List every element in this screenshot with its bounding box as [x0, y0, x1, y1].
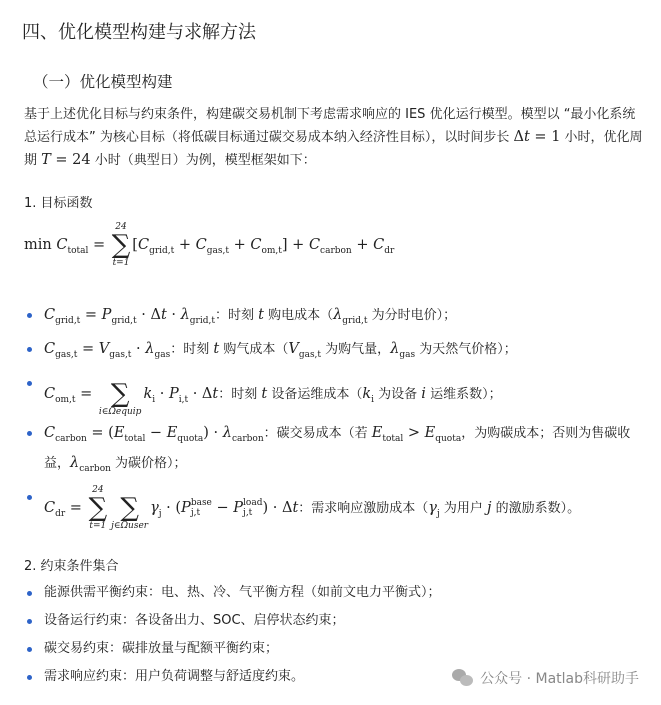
- text: 为天然气价格）；: [415, 341, 517, 357]
- math-variable: E: [371, 424, 383, 441]
- constraint-item: 碳交易约束：碳排放量与配额平衡约束；: [24, 637, 644, 661]
- math-text: =: [88, 237, 110, 253]
- subscript: carbon: [320, 245, 352, 256]
- text: 为分时电价）；: [367, 308, 457, 323]
- sum-upper: 24: [92, 484, 104, 495]
- sum-lower: t=1: [89, 520, 107, 531]
- math-variable: C: [250, 237, 262, 253]
- constraint-item: 能源供需平衡约束：电、热、冷、气平衡方程（如前文电力平衡式）；: [24, 581, 644, 605]
- text: ，为购碳成本；否则为售碳收益，: [44, 425, 631, 471]
- text: 购气成本（: [219, 341, 289, 357]
- text: ：时刻: [214, 308, 259, 323]
- subscript: quota: [177, 433, 204, 444]
- superscript: base: [190, 497, 212, 508]
- watermark: [452, 668, 639, 688]
- cost-term-item: [24, 337, 644, 367]
- inline-math: [288, 340, 322, 360]
- math-variable: E: [113, 424, 125, 441]
- math-variable: P: [181, 499, 191, 516]
- math-variable: C: [56, 237, 68, 253]
- section-constraints-title: 2. 约束条件集合: [24, 559, 119, 574]
- math-text: >: [403, 424, 425, 441]
- math-text: ] +: [281, 237, 309, 253]
- subscript: gas,t: [298, 349, 322, 360]
- math-variable: t: [213, 340, 220, 357]
- cost-term-item: [24, 485, 644, 531]
- math-variable: P: [233, 499, 244, 516]
- text: 小时，优化周期: [24, 130, 643, 168]
- subscript: j: [158, 508, 162, 519]
- math-text: +: [174, 237, 196, 253]
- math-variable: λ: [145, 340, 155, 357]
- watermark-text: 公众号 · Matlab科研助手: [480, 671, 639, 687]
- text: 为用户: [439, 500, 488, 516]
- math-text: = 1: [529, 129, 561, 145]
- cost-terms-list: [24, 303, 644, 535]
- math-text: =: [65, 499, 87, 516]
- math-variable: E: [166, 424, 178, 441]
- subscript: om,t: [261, 245, 282, 256]
- inline-math: [390, 340, 416, 360]
- math-text: =: [80, 307, 102, 323]
- math-variable: k: [143, 385, 153, 402]
- subscript: grid,t: [55, 315, 81, 326]
- sum-sign: ∑: [111, 230, 131, 260]
- math-text: ) · Δ: [262, 499, 293, 516]
- text: 购电成本（: [263, 308, 334, 323]
- subscript: total: [67, 245, 89, 256]
- constraint-item: 设备运行约束：各设备出力、SOC、启停状态约束；: [24, 609, 644, 633]
- text: 设备运维成本（: [267, 386, 363, 402]
- text: 为购气量，: [321, 341, 391, 357]
- subscript: gas: [399, 349, 416, 360]
- subscript: carbon: [55, 433, 87, 444]
- summation: [89, 485, 108, 531]
- subscript: grid,t: [189, 315, 215, 326]
- math-variable: t: [292, 499, 299, 516]
- subscript: carbon: [79, 463, 111, 474]
- math-variable: λ: [390, 340, 400, 357]
- math-variable: C: [137, 237, 150, 253]
- math-text: −: [145, 424, 167, 441]
- summation: [112, 222, 131, 268]
- math-text: +: [351, 237, 374, 253]
- math-text: · Δ: [136, 307, 161, 323]
- objective-equation: [24, 222, 394, 268]
- math-text: =: [77, 340, 99, 357]
- inline-math: [44, 378, 219, 417]
- math-text: =: [75, 385, 97, 402]
- subscript: om,t: [55, 394, 76, 405]
- text: ：碳交易成本（若: [263, 425, 372, 441]
- math-text: +: [228, 237, 251, 253]
- summation: [111, 485, 148, 531]
- inline-math: [44, 340, 171, 360]
- subscript: i: [371, 394, 375, 405]
- text: ：时刻: [218, 386, 262, 402]
- math-variable: C: [44, 424, 56, 441]
- math-text: · (: [161, 499, 182, 516]
- math-variable: λ: [222, 424, 232, 441]
- inline-math: [44, 484, 299, 531]
- math-variable: V: [98, 340, 110, 357]
- subscript: dr: [384, 245, 395, 256]
- text: 运维系数）；: [425, 386, 502, 402]
- text: 小时（典型日）为例，模型框架如下：: [90, 153, 316, 168]
- text: 为碳价格）；: [110, 455, 187, 471]
- superscript: load: [243, 497, 263, 508]
- math-variable: C: [44, 385, 56, 402]
- math-text: Δ: [513, 129, 524, 145]
- inline-math: [41, 152, 91, 168]
- math-variable: t: [261, 385, 268, 402]
- subscript: gas,t: [206, 245, 229, 256]
- subscript: j,t: [190, 507, 201, 518]
- summation: [99, 371, 142, 417]
- math-variable: P: [168, 385, 179, 402]
- sum-sign: ∑: [88, 492, 108, 523]
- math-variable: T: [41, 152, 51, 168]
- math-variable: λ: [333, 307, 343, 323]
- cost-term-item: [24, 303, 644, 333]
- math-variable: C: [195, 237, 207, 253]
- subscript: gas,t: [109, 349, 132, 360]
- math-text: −: [211, 499, 234, 516]
- math-variable: i: [421, 385, 426, 402]
- math-text: [: [132, 237, 138, 253]
- cost-term-item: [24, 421, 644, 481]
- math-variable: V: [288, 340, 299, 357]
- inline-math: [514, 129, 561, 145]
- sum-lower: j∈Ωuser: [111, 520, 149, 531]
- math-text: ·: [166, 307, 181, 323]
- sum-upper: 24: [115, 222, 127, 232]
- sum-lower: t=1: [112, 258, 130, 268]
- subscript: i: [152, 394, 156, 405]
- math-text: ·: [155, 385, 169, 402]
- math-variable: C: [373, 237, 385, 253]
- math-variable: P: [101, 307, 112, 323]
- sum-lower: i∈Ωequip: [98, 406, 142, 417]
- math-variable: C: [44, 499, 56, 516]
- text: 基于上述优化目标与约束条件，构建碳交易机制下考虑需求响应的 IES 优化运行模型。模型以 “最小化系统总运行成本” 为核心目标（将低碳目标通过碳交易成本纳入经济性目标），以时间步长: [24, 107, 636, 145]
- math-variable: E: [424, 424, 436, 441]
- math-variable: j: [487, 499, 492, 516]
- subscript: total: [382, 433, 404, 444]
- text: 的激励系数）。: [491, 500, 581, 516]
- subscript: j,t: [243, 507, 253, 518]
- math-variable: C: [308, 237, 321, 253]
- math-variable: λ: [70, 454, 80, 471]
- inline-math: [70, 454, 111, 474]
- sum-sign: ∑: [120, 492, 139, 523]
- subscript: carbon: [231, 433, 264, 444]
- wechat-icon: [452, 669, 474, 687]
- intro-paragraph: [24, 104, 644, 172]
- math-variable: t: [258, 307, 264, 323]
- inline-math: [44, 424, 264, 444]
- subscript: j: [436, 508, 440, 519]
- math-text: min: [24, 237, 57, 253]
- math-variable: k: [362, 385, 372, 402]
- inline-math: [371, 424, 462, 444]
- subscript: dr: [55, 508, 66, 519]
- math-variable: λ: [180, 307, 190, 323]
- subscript: grid,t: [111, 315, 137, 326]
- math-variable: γ: [150, 499, 159, 516]
- text: ：需求响应激励成本（: [298, 500, 429, 516]
- constraint-item: 需求响应约束：用户负荷调整与舒适度约束。: [24, 665, 644, 689]
- math-variable: C: [44, 340, 56, 357]
- subscript: i,t: [178, 394, 189, 405]
- inline-math: [362, 385, 375, 405]
- text: ：时刻: [170, 341, 214, 357]
- inline-math: [333, 307, 368, 326]
- text: 为设备: [374, 386, 422, 402]
- subscript: grid,t: [149, 245, 175, 256]
- math-variable: C: [44, 307, 56, 323]
- math-text: ·: [131, 340, 146, 357]
- math-text: = (: [86, 424, 114, 441]
- subscript: quota: [435, 433, 462, 444]
- subscript: total: [124, 433, 146, 444]
- math-variable: t: [160, 307, 167, 323]
- inline-math: [428, 499, 440, 519]
- math-variable: γ: [428, 499, 437, 516]
- subscript: gas: [154, 349, 171, 360]
- math-text: ) ·: [203, 424, 223, 441]
- section-objective-title: 1. 目标函数: [24, 196, 93, 211]
- sum-sign: ∑: [110, 378, 130, 409]
- subscript: grid,t: [342, 315, 368, 326]
- subscript: gas,t: [55, 349, 78, 360]
- math-text: = 24: [50, 152, 91, 168]
- math-text: · Δ: [188, 385, 213, 402]
- cost-term-item: [24, 371, 644, 417]
- inline-math: [44, 307, 215, 326]
- math-variable: t: [524, 129, 530, 145]
- math-variable: t: [212, 385, 219, 402]
- section-heading: 四、优化模型构建与求解方法: [22, 22, 256, 43]
- subsection-heading: （一）优化模型构建: [33, 73, 173, 91]
